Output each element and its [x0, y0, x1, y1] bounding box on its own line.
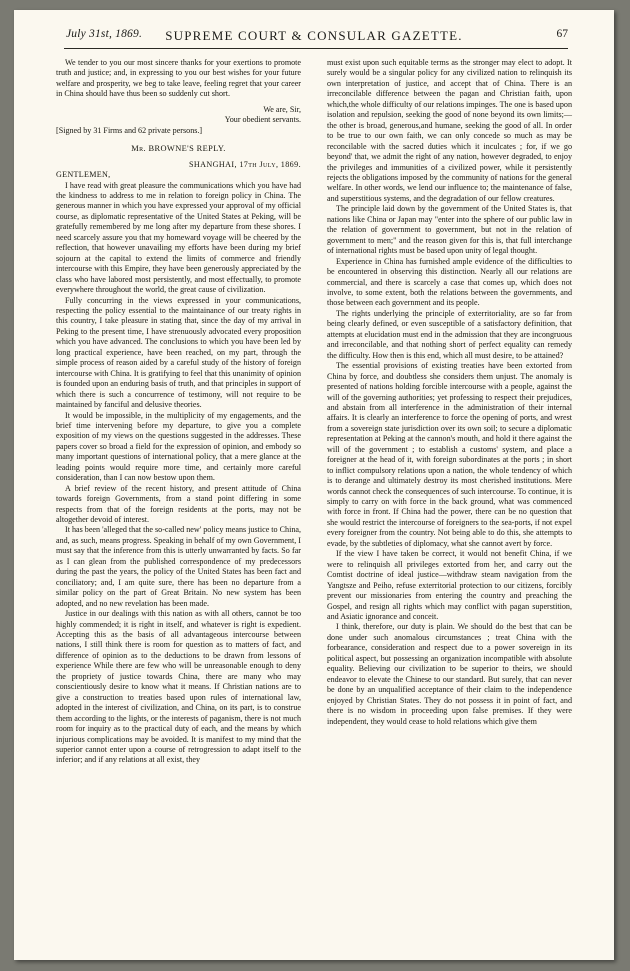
signature-note: [Signed by 31 Firms and 62 private persons.] [56, 125, 203, 135]
paragraph: The rights underlying the principle of exterritoriality, are so far from being clearly defined, or even susceptible of a satisfactory definition, that attempts at elucidation must end in the admission that they are incongruous and irreconcilable, and that nothing short of perfect equality can remedy the difficulty. How then is this end, which all must desire, to be attained? [327, 308, 572, 360]
paragraph: It would be impossible, in the multiplicity of my engagements, and the brief time intervening before my departure, to give you a complete exposition of my views on the questions suggested in the addresses. These papers cover so broad a field for the expression of opinion, and embody so many important questions of international policy, that a mere glance at the leading points would require more time, and certainly more careful consideration, than I can now bestow upon them. [56, 410, 301, 483]
paragraph: We tender to you our most sincere thanks for your exertions to promote truth and justice; and, in expressing to you our best wishes for your future welfare and prosperity, we beg to take leave, feeling regret that your career in China should have thus been so suddenly cut short. [56, 58, 301, 99]
paragraph: I have read with great pleasure the communications which you have had the kindness to address to me in relation to foreign policy in China. The generous manner in which you have expressed your approval of my official course, as diplomatic representative of the United States at Peking, will be gratefully remembered by me long after my departure from these shores. I need scarcely assure you that my homeward voyage will be cheered by the reflection, that however unavailing my efforts have been during my brief sojourn at the capital to extend the limits of commerce and friendly intercourse with this Empire, they have been generously appreciated by the class who have labored most persistently, and most effectually, to promote everywhere throughout the world, the great cause of civilization. [56, 180, 301, 295]
page-content [56, 28, 572, 940]
paragraph: If the view I have taken be correct, it would not benefit China, if we were to relinquish all privileges extorted from her, and carry out the Comtist doctrine of ideal justice—withdraw steam navigation from the Yangtsze and Peiho, refuse exterritorial protection to our citizens, forcibly prevent our missionaries from entering the country and preaching the Gospel, and resign all rights which may conflict with pagan superstition, and Asiatic ignorance and conceit. [327, 549, 572, 622]
dateline: SHANGHAI, 17th July, 1869. [189, 159, 301, 169]
salutation: GENTLEMEN, [56, 170, 111, 180]
paragraph: must exist upon such equitable terms as the stronger may elect to adopt. It surely would be a singular policy for any civilized nation to relinquish its own interpretation of justice, and accept that of China. There is an irreconcilable difference between the pagan and Christian faith, upon which,the whole difficulty of our relations impinges. The one is based upon isolation and repulsion, seeking the good of none beyond its own limits;—the other is broad, generous,and humane, seeking the good of all. In order to be true to our own faith, we can only concede so much as may be reconcilable with the sacred duties which it inculcates ; for, if we go beyond' that, we admit the right of any nation, however degraded, to enjoy the privileges and immunities of a civilized power, while it persistently rejects the obligations imposed by the community of nations for the general welfare. In other words, we lend our influence to; the maintenance of false, and superstitious systems, and the degradation of our fellow creatures. [327, 58, 572, 203]
paragraph: A brief review of the recent history, and present attitude of China towards foreign Governments, from a stand point differing in some respects from that of the foreign residents at the ports, may not be altogether devoid of interest. [56, 483, 301, 525]
paragraph: The essential provisions of existing treaties have been extorted from China by force, and doubtless she considers them unjust. The anomaly is presented of nations holding forcible intercourse with a people, against the will of the governing authorities; yet professing to respect their prejudices, and abstain from all interference in the administration of their internal affairs. It is clearly an interference to force the opening of ports, and wrest from a sovereign state jurisdiction over its own soil; to secure a diplomatic representation at Peking at the cannon's mouth, and hold it there against the will of the government ; to establish a customs' system, and place a foreigner at the head of it, with foreign subordinates at the ports ; in short to inflict compulsory relations upon a nation, the whole tendency of which is to derange and ultimately destroy its most cherished institutions. Mere words cannot check the consequences of such intercourse. To continue, it is simply to carry on with force in the back ground, what was commenced with force in front. If China had the power, there can be no question that she would restrict the intercourse of foreigners to the sea-ports, if not expel every foreigner from the country. Not being able to do this, she attempts to evade, by the subtleties of diplomacy, what she cannot avert by force. [327, 361, 572, 548]
paragraph: I think, therefore, our duty is plain. We should do the best that can be done under such anomalous circumstances ; treat China with the forbearance, consideration and respect due to a power sovereign in its political aspect, but possessing an organization incompatible with absolute equality. Believing our civilization to be superior to theirs, we should endeavor to elevate the Chinese to our standard. But surely, that can never be done by an unqualified acceptance of their claim to the independence enjoyed by Christian States. They do not possess it in point of fact, and there is no wisdom in proceeding upon false premises. If they were independent, they would cease to hold relations which give them [327, 622, 572, 726]
header-page-number: 67 [556, 28, 568, 40]
paragraph: Fully concurring in the views expressed in your communications, respecting the policy essential to the maintainance of our treaty rights in this country, I take pleasure in stating that, since the day of my arrival in Peking to the present time, I have strenuously advocated every proposition which you have advanced. The conclusions to which you have been led by long practical experience, have been reached, on my part, through the simple process of reason aided by a careful study of the history of foreign intercourse with China. It is gratifying to feel that this unanimity of opinion is founded upon an enduring basis of truth, and that principles in support of which there is such a concurrence of testimony, will not require to be maintained by fanciful and delusive theories. [56, 295, 301, 410]
header-date: July 31st, 1869. [66, 28, 143, 40]
paragraph: It has been 'alleged that the so-called new' policy means justice to China, and, as such, means progress. Speaking in behalf of my own Government, I must say that the inference from this is utterly unwarranted by facts. So far as I can glean from the published correspondence of my predecessors during the past the years, the policy of the United States has been fact and conciliatory; and, I am quite sure, there has been no departure from a similar policy on the part of Great Britain. No new system has been adopted, and no new revelation has been made. [56, 525, 301, 608]
header-title: SUPREME COURT & CONSULAR GAZETTE. [165, 28, 463, 43]
body-columns [56, 58, 572, 938]
reply-heading: Mr. BROWNE'S REPLY. [131, 144, 226, 154]
running-head [56, 28, 572, 52]
paragraph: Experience in China has furnished ample evidence of the difficulties to be encountered in observing this distinction. Nearly all our relations are commercial, and there is scarcely a case that comes up, which does not involve, to some extent, both the relations between the governments, and those between each government and its people. [327, 256, 572, 308]
paragraph: Justice in our dealings with this nation as with all others, cannot be too highly commended; it is right in itself, and whatever is right is expedient. Accepting this as the basis of all advantageous intercourse between nations, I still think there is room for question as to matters of fact, and difference of opinion as to the deductions to be drawn from lessons of experience While there are few who will be unreasonable enough to deny the propriety of justice towards China, there are many who may conscientiously desire to know what it means. If Christian nations are to give a construction to treaties based upon rules of international law, adopted in the interest of civilization, and China, on its part, is to construe them according to the lights, or the interests of paganism, there is not much room for inquiry as to the practical duty of each, and the means by which injurious complications may be avoided. It is manifest to my mind that the superior cannot enter upon a course of retrogression to adapt itself to the inferior; and if any relations at all exist, they [56, 609, 301, 765]
paragraph: The principle laid down by the government of the United States is, that nations like China or Japan may "enter into the sphere of our public law in the relation of government to government, but not in the relation of government to men;" and the reason given for this is, that full interchange of international rights must be based upon unity of legal thought. [327, 204, 572, 256]
right-column [314, 58, 572, 938]
header-rule [64, 48, 568, 49]
closing-signature: Your obedient servants. [224, 115, 301, 125]
closing-line: We are, Sir, [263, 104, 301, 114]
document-page [14, 10, 614, 960]
left-column [56, 58, 314, 938]
